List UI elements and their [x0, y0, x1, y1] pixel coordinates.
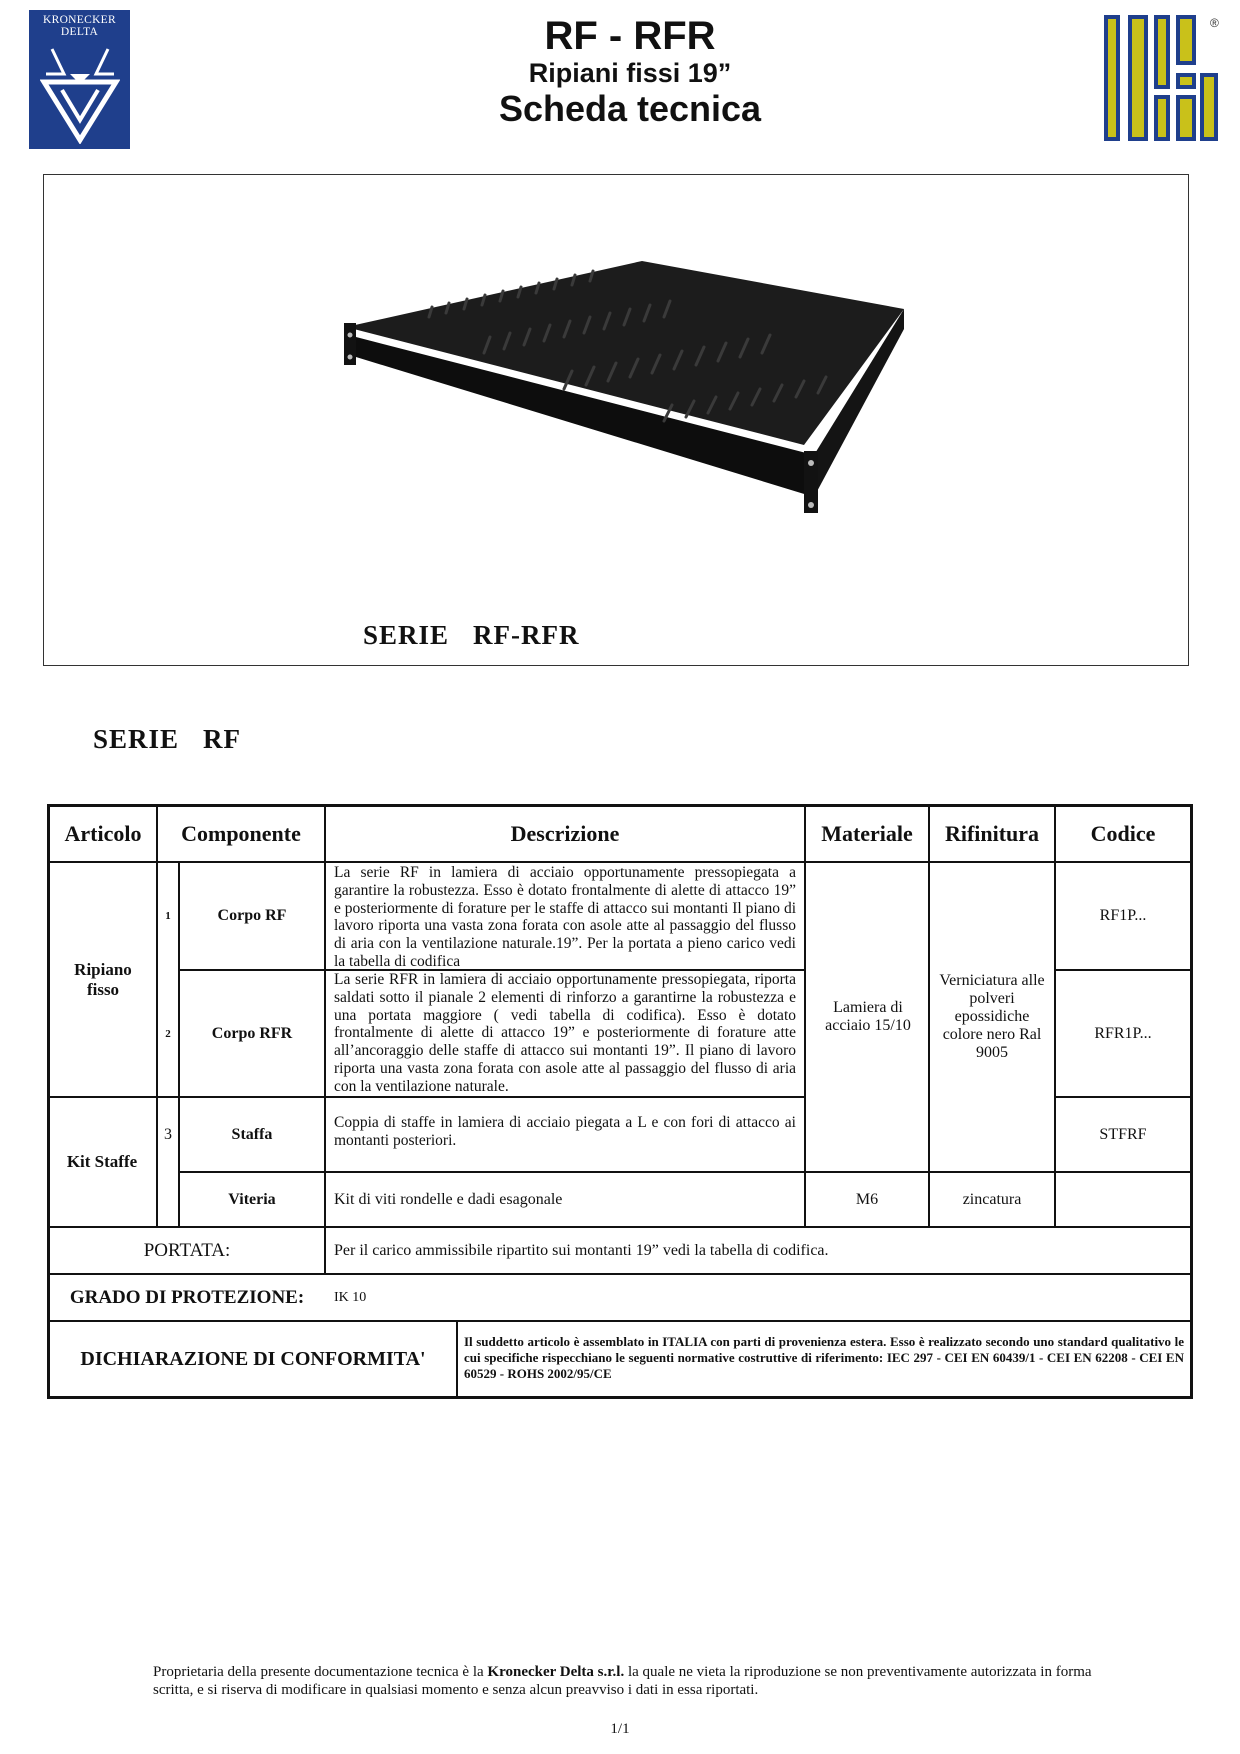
- conformita-label: DICHIARAZIONE DI CONFORMITA': [80, 1347, 426, 1370]
- row4-componente: Viteria: [228, 1190, 276, 1208]
- col-header-materiale: Materiale: [821, 821, 913, 846]
- articolo-kit-staffe: Kit Staffe: [66, 1152, 138, 1171]
- row2-codice: RFR1P...: [1094, 1024, 1152, 1042]
- col-header-articolo: Articolo: [64, 821, 142, 846]
- page-number: 1/1: [610, 1721, 630, 1737]
- row4-codice: [1056, 1173, 1190, 1226]
- portata-value: Per il carico ammissibile ripartito sui montanti 19” vedi la tabella di codifica.: [334, 1241, 829, 1259]
- protezione-label: GRADO DI PROTEZIONE:: [69, 1286, 305, 1308]
- svg-text:®: ®: [1210, 16, 1219, 30]
- title-block: [430, 14, 830, 130]
- footer-text-after: la quale ne vieta la riproduzione se non preventivamente autorizzata in forma scritta, e si riserva di modificare in qualsiasi momento e senza alcun preavviso i dati in essa riportati.: [153, 1664, 1092, 1698]
- row2-componente: Corpo RFR: [211, 1024, 293, 1042]
- row1-codice: RF1P...: [1099, 907, 1147, 924]
- product-photo-frame: [43, 174, 1189, 666]
- footer-text-before: Proprietaria della presente documentazione tecnica è la: [153, 1664, 488, 1680]
- series-heading-code: RF: [203, 724, 242, 754]
- row1-number: 1: [165, 910, 171, 922]
- row4-descrizione: Kit di viti rondelle e dadi esagonale: [334, 1190, 563, 1208]
- series-heading-prefix: SERIE: [93, 724, 180, 754]
- portata-label: PORTATA:: [143, 1239, 231, 1261]
- row2-number: 2: [165, 1027, 171, 1040]
- delta-emblem-icon: [40, 44, 120, 144]
- document-title: RF - RFR: [544, 14, 716, 58]
- brand-bars-logo: [1104, 13, 1222, 143]
- protezione-value: IK 10: [334, 1289, 367, 1305]
- row4-rifinitura: zincatura: [962, 1190, 1022, 1208]
- articolo-ripiano-fisso: Ripiano fisso: [74, 959, 132, 999]
- row3-descrizione: Coppia di staffe in lamiera di acciaio piegata a L e con fori di attacco ai montanti posteriori.: [334, 1114, 796, 1149]
- photo-caption-prefix: SERIE: [363, 620, 450, 650]
- footer-company: Kronecker Delta s.r.l.: [487, 1664, 625, 1680]
- conformita-value: Il suddetto articolo è assemblato in ITALIA con parti di provenienza estera. Esso è realizzato secondo uno standard qualitativo le cui specifiche rispecchiano le seguenti normative costruttive di riferimento: IEC 297 - CEI EN 60439/1 - CEI EN 62208 - CEI EN 60529 - ROHS 2002/95/CE: [464, 1334, 1184, 1381]
- kronecker-delta-logo: [29, 10, 130, 149]
- col-header-componente: Componente: [181, 821, 301, 846]
- footer-disclaimer: [153, 1663, 1093, 1699]
- col-header-rifinitura: Rifinitura: [944, 821, 1040, 846]
- fixed-shelf-image: [44, 175, 1190, 667]
- materiale-shared: Lamiera di acciaio 15/10: [825, 999, 911, 1034]
- row2-descrizione: La serie RFR in lamiera di acciaio opportunamente pressopiegata, riporta saldati sotto il pianale 2 elementi di rinforzo a garantirne la robustezza e una portata maggiore ( vedi tabella di codifica). Esso è dotato frontalmente di alette di attacco 19” e posteriormente di forature atte all’ancoraggio delle staffe di attacco sui montanti 19”. Il piano di lavoro riporta una vasta zona forata con asole atte al passaggio del flusso di aria con la ventilazione naturale.: [334, 971, 796, 1095]
- row1-descrizione: La serie RF in lamiera di acciaio opportunamente pressopiegata a garantire la robustezza. Esso è dotato frontalmente di alette di attacco 19” e posteriormente di forature per le staffe di attacco sui montanti Il piano di lavoro riporta una vasta zona forata con asole atte al passaggio del flusso di aria con la ventilazione naturale.19”. Per la portata a pieno carico vedi la tabella di codifica: [334, 864, 796, 970]
- photo-caption-series: RF-RFR: [473, 620, 580, 650]
- row3-number: 3: [164, 1125, 172, 1143]
- rifinitura-shared: Verniciatura alle polveri epossidiche colore nero Ral 9005: [939, 972, 1045, 1061]
- row3-codice: STFRF: [1099, 1125, 1147, 1143]
- row4-materiale: M6: [855, 1190, 879, 1208]
- col-header-descrizione: Descrizione: [510, 821, 620, 846]
- document-subtitle: Ripiani fissi 19”: [528, 58, 732, 88]
- document-sheet-label: Scheda tecnica: [498, 88, 762, 129]
- logo-brand-text: KRONECKER DELTA: [43, 14, 116, 38]
- series-heading: [93, 724, 265, 755]
- col-header-codice: Codice: [1090, 821, 1156, 846]
- photo-caption: [363, 620, 604, 651]
- row1-componente: Corpo RF: [217, 907, 287, 924]
- row3-componente: Staffa: [231, 1125, 273, 1143]
